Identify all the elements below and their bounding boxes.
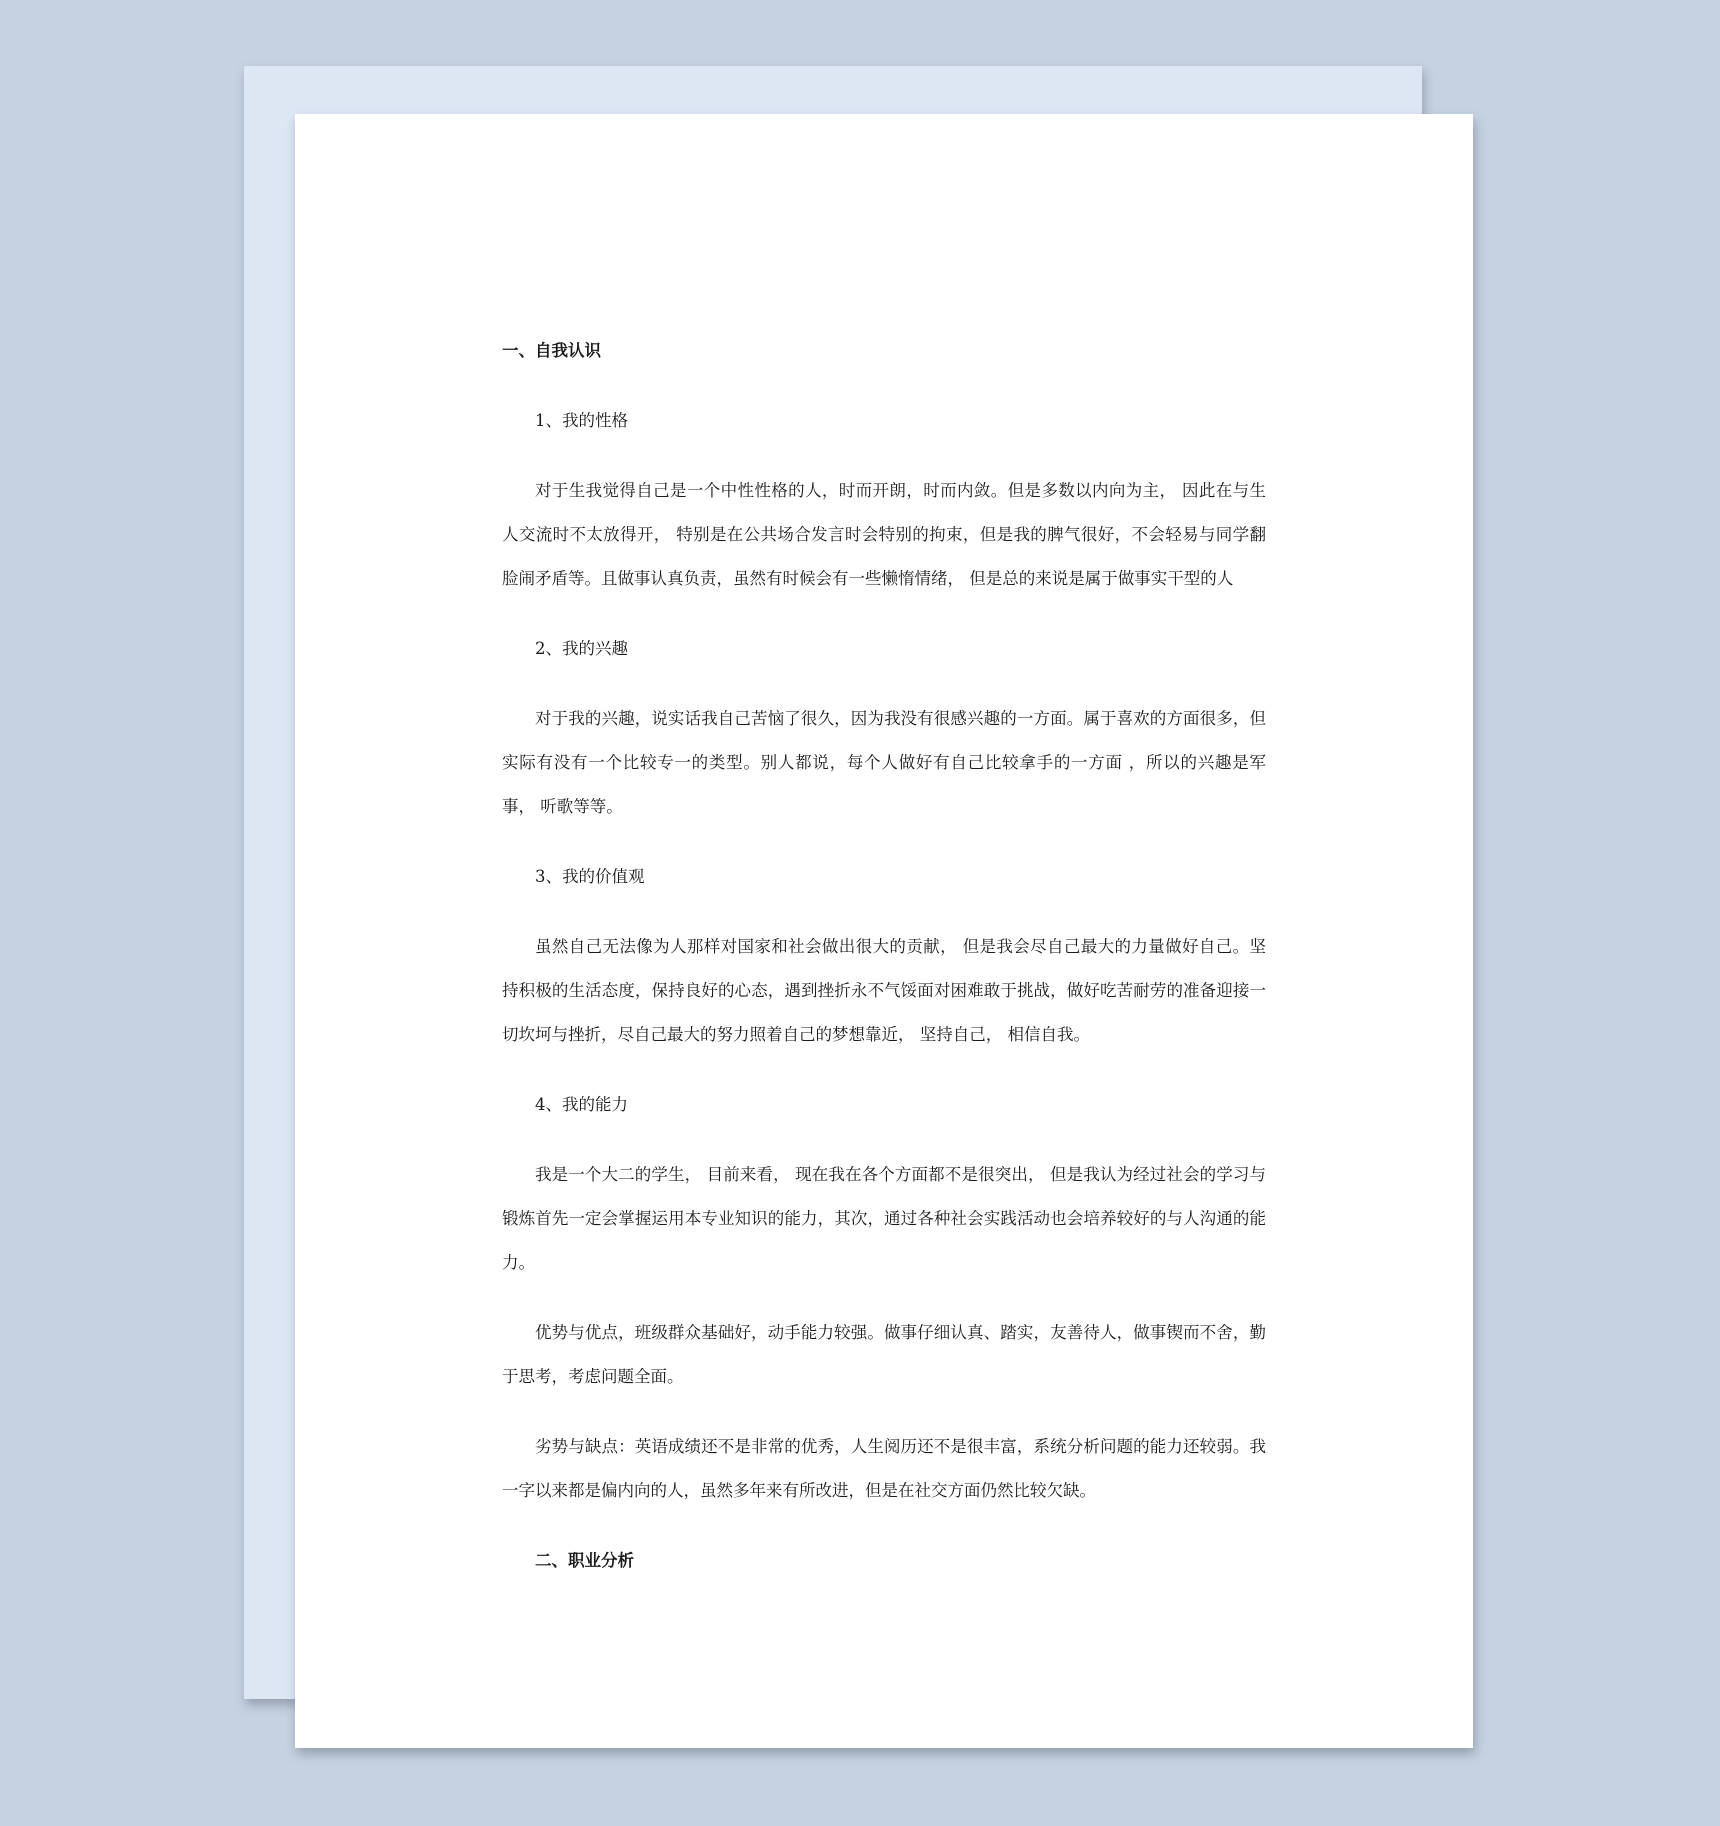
subheading-values: 3、我的价值观 <box>535 867 645 886</box>
paragraph-personality: 对于生我觉得自己是一个中性性格的人，时而开朗，时而内敛。但是多数以内向为主， 因此在与生人交流时不太放得开， 特别是在公共场合发言时会特别的拘束，但是我的脾气很好，不会轻易与同学翻脸闹矛盾等。且做事认真负责，虽然有时候会有一些懒惰情绪， 但是总的来说是属于做事实干型的人 <box>502 481 1266 588</box>
section-heading-self-awareness: 一、自我认识 <box>502 341 601 360</box>
section-heading-career-analysis: 二、职业分析 <box>535 1551 634 1570</box>
page-content <box>502 329 1266 1609</box>
paragraph-values: 虽然自己无法像为人那样对国家和社会做出很大的贡献， 但是我会尽自己最大的力量做好自己。坚持积极的生活态度，保持良好的心态，遇到挫折永不气馁面对困难敢于挑战，做好吃苦耐劳的准备迎接一切坎坷与挫折，尽自己最大的努力照着自己的梦想靠近， 坚持自己， 相信自我。 <box>502 937 1266 1044</box>
subheading-abilities: 4、我的能力 <box>535 1095 628 1114</box>
subheading-interests: 2、我的兴趣 <box>535 639 628 658</box>
document-page <box>295 114 1473 1748</box>
paragraph-weaknesses: 劣势与缺点：英语成绩还不是非常的优秀，人生阅历还不是很丰富，系统分析问题的能力还较弱。我一字以来都是偏内向的人，虽然多年来有所改进，但是在社交方面仍然比较欠缺。 <box>502 1437 1266 1500</box>
paragraph-interests: 对于我的兴趣，说实话我自己苦恼了很久，因为我没有很感兴趣的一方面。属于喜欢的方面很多，但实际有没有一个比较专一的类型。别人都说，每个人做好有自己比较拿手的一方面 ，所以的兴趣是军事， 听歌等等。 <box>502 709 1266 816</box>
paragraph-strengths: 优势与优点，班级群众基础好，动手能力较强。做事仔细认真、踏实，友善待人，做事锲而不舍，勤于思考，考虑问题全面。 <box>502 1323 1266 1386</box>
subheading-personality: 1、我的性格 <box>535 411 628 430</box>
paragraph-abilities: 我是一个大二的学生， 目前来看， 现在我在各个方面都不是很突出， 但是我认为经过社会的学习与锻炼首先一定会掌握运用本专业知识的能力，其次，通过各种社会实践活动也会培养较好的与人沟通的能力。 <box>502 1165 1266 1272</box>
